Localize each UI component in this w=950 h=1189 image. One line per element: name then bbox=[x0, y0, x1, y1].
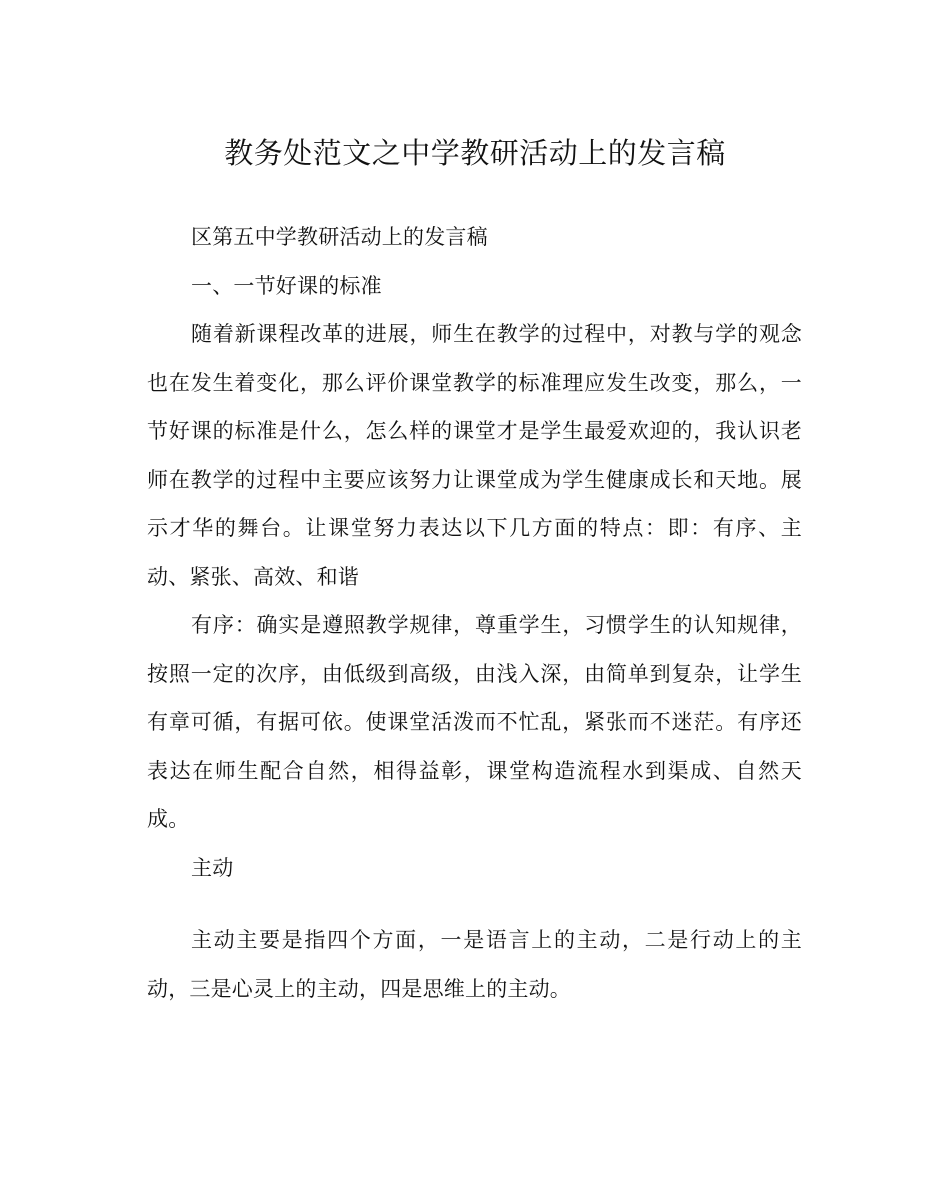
body-paragraph: 主动主要是指四个方面，一是语言上的主动，二是行动上的主动，三是心灵上的主动，四是思维上的主动。 bbox=[147, 928, 802, 1001]
body-paragraph: 随着新课程改革的进展，师生在教学的过程中，对教与学的观念也在发生着变化，那么评价课堂教学的标准理应发生改变，那么，一节好课的标准是什么，怎么样的课堂才是学生最爱欢迎的，我认识老师在教学的过程中主要应该努力让课堂成为学生健康成长和天地。展示才华的舞台。让课堂努力表达以下几方面的特点：即：有序、主动、紧张、高效、和谐 bbox=[147, 322, 802, 589]
paragraph-gap bbox=[147, 892, 802, 916]
document-title: 教务处范文之中学教研活动上的发言稿 bbox=[224, 136, 726, 170]
document-body bbox=[147, 213, 802, 1013]
subheading-paragraph: 主动 bbox=[191, 855, 234, 880]
body-paragraph: 有序：确实是遵照教学规律，尊重学生，习惯学生的认知规律，按照一定的次序，由低级到高级，由浅入深，由简单到复杂，让学生有章可循，有据可依。使课堂活泼而不忙乱，紧张而不迷茫。有序还表达在师生配合自然，相得益彰，课堂构造流程水到渠成、自然天成。 bbox=[147, 613, 802, 831]
section-heading: 一、一节好课的标准 bbox=[191, 273, 382, 298]
subtitle-paragraph: 区第五中学教研活动上的发言稿 bbox=[191, 225, 488, 249]
